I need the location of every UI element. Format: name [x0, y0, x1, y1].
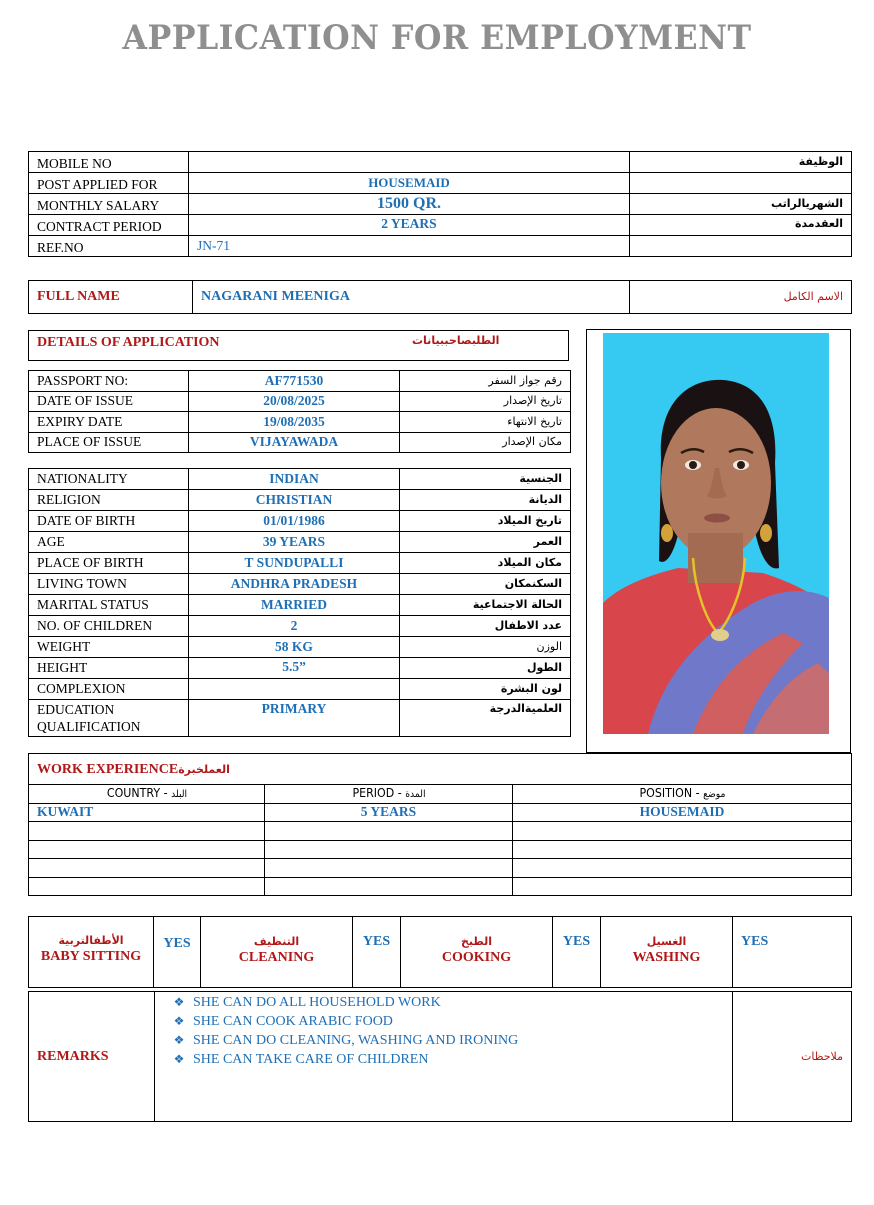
page-title: APPLICATION FOR EMPLOYMENT: [122, 18, 752, 58]
passport-table: [28, 370, 571, 453]
skill-arabic-label: الطبخ: [460, 935, 493, 948]
table-row: [29, 803, 852, 822]
work-country-cell: [29, 822, 265, 841]
table-row: [29, 679, 571, 700]
work-period-cell: [265, 877, 513, 896]
job-arabic-label: الوظيفة: [630, 152, 852, 173]
table-row: [29, 785, 852, 804]
table-row: [29, 574, 571, 595]
mobile-value[interactable]: [189, 152, 630, 173]
salary-value: 1500 QR.: [189, 194, 630, 215]
work-period-cell: [265, 840, 513, 859]
table-row: [29, 152, 852, 173]
table-row: [29, 700, 571, 737]
expiry-date-label: EXPIRY DATE: [29, 412, 189, 433]
living-town-value: ANDHRA PRADESH: [189, 574, 400, 595]
table-row: [29, 215, 852, 236]
skill-baby-sitting-value: YES: [154, 917, 201, 988]
passport-no-value: AF771530: [189, 371, 400, 392]
dob-value: 01/01/1986: [189, 511, 400, 532]
skill-label: BABY SITTING: [40, 949, 142, 964]
issue-date-label: DATE OF ISSUE: [29, 391, 189, 412]
table-row: [29, 917, 852, 988]
work-position-cell: HOUSEMAID: [513, 803, 852, 822]
work-position-cell: [513, 859, 852, 878]
work-position-cell: [513, 877, 852, 896]
age-label: AGE: [29, 532, 189, 553]
dob-arabic: تاريخ الميلاد: [400, 511, 571, 532]
skill-washing: [601, 917, 733, 988]
nationality-label: NATIONALITY: [29, 469, 189, 490]
place-of-birth-value: T SUNDUPALLI: [189, 553, 400, 574]
weight-arabic: الوزن: [400, 637, 571, 658]
education-label: EDUCATION QUALIFICATION: [29, 700, 189, 737]
marital-status-label: MARITAL STATUS: [29, 595, 189, 616]
table-row: [29, 469, 571, 490]
nationality-value: INDIAN: [189, 469, 400, 490]
height-value: 5.5”: [189, 658, 400, 679]
place-of-issue-value: VIJAYAWADA: [189, 432, 400, 453]
salary-label: MONTHLY SALARY: [29, 194, 189, 215]
living-town-label: LIVING TOWN: [29, 574, 189, 595]
place-of-birth-label: PLACE OF BIRTH: [29, 553, 189, 574]
work-experience-header: [29, 754, 852, 785]
table-row: [29, 877, 852, 896]
ref-value: JN-71: [189, 236, 630, 257]
expiry-date-value: 19/08/2035: [189, 412, 400, 433]
education-arabic: العلميةالدرجة: [400, 700, 571, 737]
skill-cooking: [401, 917, 553, 988]
table-row: [29, 616, 571, 637]
children-arabic: عدد الاطفال: [400, 616, 571, 637]
work-country-cell: [29, 859, 265, 878]
contract-arabic-label: العقدمدة: [630, 215, 852, 236]
post-applied-arabic: [630, 173, 852, 194]
skill-arabic-label: التنظيف: [253, 935, 300, 948]
salary-arabic-label: الشهريالراتب: [630, 194, 852, 215]
skill-washing-value: YES: [733, 917, 852, 988]
skill-baby-sitting: [29, 917, 154, 988]
mobile-label: MOBILE NO: [29, 152, 189, 173]
table-row: [29, 432, 571, 453]
column-header-label: COUNTRY -: [106, 785, 171, 800]
diamond-bullet-icon: ❖: [173, 1014, 185, 1028]
details-header-arabic: الطلبصاحببيانات: [412, 334, 500, 347]
work-country-cell: [29, 877, 265, 896]
dob-label: DATE OF BIRTH: [29, 511, 189, 532]
list-item: [165, 1050, 518, 1069]
skill-cooking-value: YES: [553, 917, 601, 988]
column-header-arabic: المدة: [404, 788, 426, 800]
personal-details-table: [28, 468, 571, 737]
column-header-period: [274, 785, 502, 804]
work-period-cell: 5 YEARS: [265, 803, 513, 822]
table-row: [29, 194, 852, 215]
remark-text: SHE CAN COOK ARABIC FOOD: [193, 1014, 393, 1029]
weight-label: WEIGHT: [29, 637, 189, 658]
remarks-arabic-label: ملاحظات: [733, 992, 852, 1122]
column-header-arabic: موضع: [702, 788, 725, 800]
work-country-cell: KUWAIT: [29, 803, 265, 822]
marital-status-value: MARRIED: [189, 595, 400, 616]
religion-label: RELIGION: [29, 490, 189, 511]
table-row: [29, 391, 571, 412]
diamond-bullet-icon: ❖: [173, 1033, 185, 1047]
skill-cleaning-value: YES: [353, 917, 401, 988]
complexion-value: [189, 679, 400, 700]
table-row: [29, 281, 852, 314]
column-header-label: POSITION -: [639, 785, 703, 800]
remark-text: SHE CAN DO ALL HOUSEHOLD WORK: [193, 995, 441, 1010]
table-row: [29, 412, 571, 433]
complexion-arabic: لون البشرة: [400, 679, 571, 700]
work-country-cell: [29, 840, 265, 859]
diamond-bullet-icon: ❖: [173, 995, 185, 1009]
age-value: 39 YEARS: [189, 532, 400, 553]
height-label: HEIGHT: [29, 658, 189, 679]
issue-date-value: 20/08/2025: [189, 391, 400, 412]
column-header-position: [526, 785, 838, 804]
full-name-table: [28, 280, 852, 314]
place-of-issue-arabic: مكان الإصدار: [400, 432, 571, 453]
details-of-application-header: [28, 330, 569, 361]
diamond-bullet-icon: ❖: [173, 1052, 185, 1066]
column-header-country: [38, 785, 255, 804]
column-header-arabic: البلد: [170, 788, 187, 800]
children-value: 2: [189, 616, 400, 637]
table-row: [29, 173, 852, 194]
skills-table: [28, 916, 852, 988]
table-row: [29, 490, 571, 511]
place-of-birth-arabic: مكان الميلاد: [400, 553, 571, 574]
contract-label: CONTRACT PERIOD: [29, 215, 189, 236]
table-row: [29, 511, 571, 532]
list-item: [165, 1031, 518, 1050]
remarks-list: [165, 993, 518, 1069]
children-label: NO. OF CHILDREN: [29, 616, 189, 637]
table-row: [29, 754, 852, 785]
table-row: [29, 658, 571, 679]
issue-date-arabic: تاريخ الإصدار: [400, 391, 571, 412]
table-row: [29, 595, 571, 616]
work-experience-title-arabic: العملخبرة: [178, 762, 230, 776]
table-row: [29, 236, 852, 257]
ref-label: REF.NO: [29, 236, 189, 257]
skill-label: WASHING: [632, 950, 701, 965]
nationality-arabic: الجنسية: [400, 469, 571, 490]
table-row: [29, 840, 852, 859]
work-period-cell: [265, 822, 513, 841]
applicant-photo-illustration: [603, 333, 829, 734]
age-arabic: العمر: [400, 532, 571, 553]
post-applied-value: HOUSEMAID: [189, 173, 630, 194]
work-period-cell: [265, 859, 513, 878]
skill-label: CLEANING: [238, 950, 315, 965]
remark-text: SHE CAN DO CLEANING, WASHING AND IRONING: [193, 1033, 519, 1048]
remarks-label: REMARKS: [29, 992, 155, 1122]
full-name-arabic: الاسم الكامل: [630, 281, 852, 314]
table-row: [29, 371, 571, 392]
marital-status-arabic: الحالة الاجتماعية: [400, 595, 571, 616]
passport-no-label: PASSPORT NO:: [29, 371, 189, 392]
skill-arabic-label: الغسيل: [646, 935, 687, 948]
table-row: [29, 637, 571, 658]
ref-arabic: [630, 236, 852, 257]
skill-arabic-label: الأطفالتربية: [58, 934, 124, 947]
table-row: [29, 859, 852, 878]
education-value: PRIMARY: [189, 700, 400, 737]
weight-value: 58 KG: [189, 637, 400, 658]
skill-cleaning: [201, 917, 353, 988]
photo-frame: [586, 329, 851, 753]
job-info-table: [28, 151, 852, 257]
work-position-cell: [513, 822, 852, 841]
contract-value: 2 YEARS: [189, 215, 630, 236]
passport-no-arabic: رقم جواز السفر: [400, 371, 571, 392]
skill-label: COOKING: [441, 950, 512, 965]
religion-arabic: الديانة: [400, 490, 571, 511]
remark-text: SHE CAN TAKE CARE OF CHILDREN: [193, 1052, 429, 1067]
table-row: [29, 822, 852, 841]
list-item: [165, 993, 518, 1012]
applicant-photo: [603, 333, 829, 734]
work-experience-table: [28, 753, 852, 896]
column-header-label: PERIOD -: [351, 785, 405, 800]
table-row: [29, 553, 571, 574]
table-row: [29, 532, 571, 553]
height-arabic: الطول: [400, 658, 571, 679]
full-name-label: FULL NAME: [29, 281, 193, 314]
work-position-cell: [513, 840, 852, 859]
work-experience-title: WORK EXPERIENCE: [37, 761, 179, 777]
complexion-label: COMPLEXION: [29, 679, 189, 700]
place-of-issue-label: PLACE OF ISSUE: [29, 432, 189, 453]
details-header-label: DETAILS OF APPLICATION: [37, 335, 220, 350]
living-town-arabic: السكنمكان: [400, 574, 571, 595]
list-item: [165, 1012, 518, 1031]
religion-value: CHRISTIAN: [189, 490, 400, 511]
post-applied-label: POST APPLIED FOR: [29, 173, 189, 194]
expiry-date-arabic: تاريخ الانتهاء: [400, 412, 571, 433]
full-name-value: NAGARANI MEENIGA: [193, 281, 630, 314]
